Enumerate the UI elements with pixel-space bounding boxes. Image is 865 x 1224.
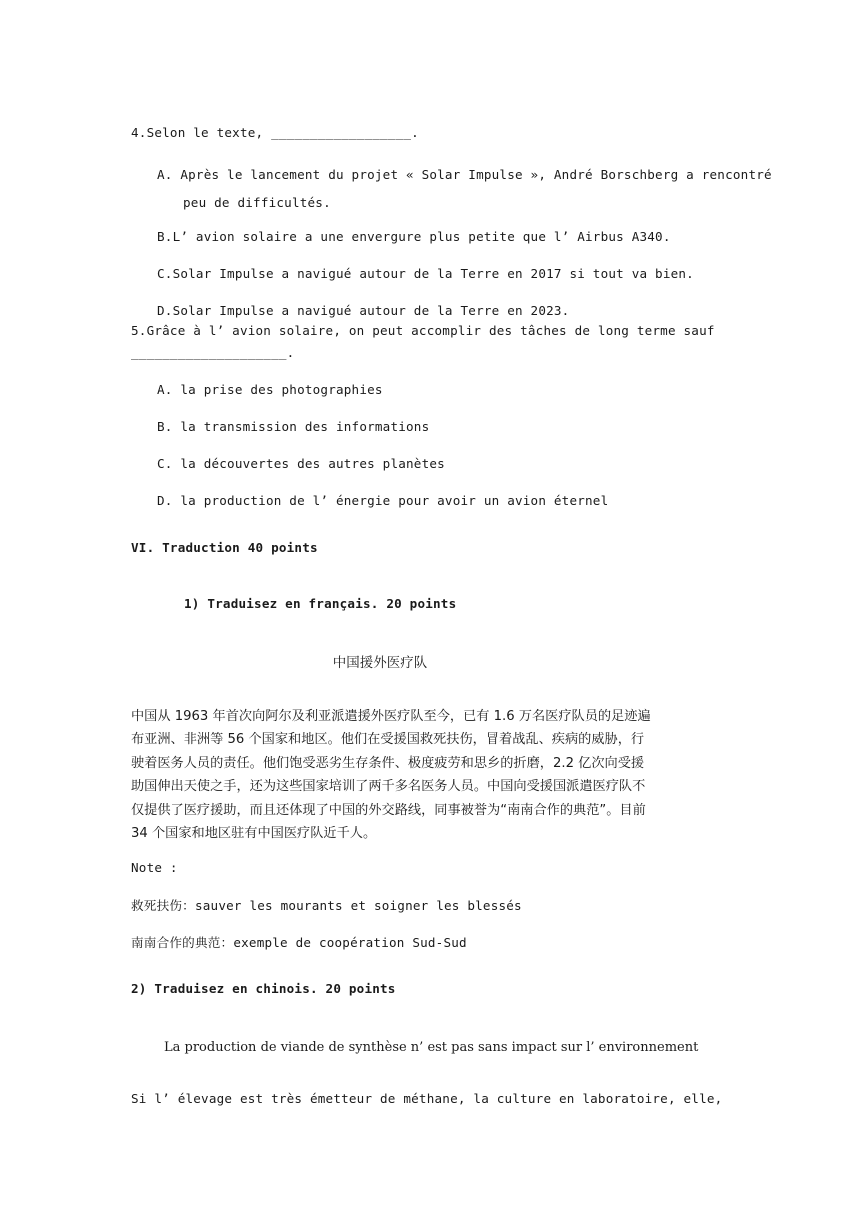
question-5-option-b: B. la transmission des informations [157, 419, 430, 434]
note-2: 南南合作的典范：exemple de coopération Sud-Sud [131, 935, 467, 950]
passage-line: 驶着医务人员的责任。他们饱受恶劣生存条件、极度疲劳和思乡的折磨，2.2 亿次向受援 [131, 755, 645, 771]
question-4-option-c: C.Solar Impulse a navigué autour de la Terre en 2017 si tout va bien. [157, 266, 694, 281]
question-4-stem: 4.Selon le texte, __________________. [131, 125, 419, 140]
part-2-heading: 2) Traduisez en chinois. 20 points [131, 981, 396, 996]
note-1: 救死扶伤：sauver les mourants et soigner les blessés [131, 898, 522, 913]
question-4-option-a-cont: peu de difficultés. [183, 195, 331, 210]
passage-line: 仅提供了医疗援助，而且还体现了中国的外交路线，同事被誉为“南南合作的典范”。目前 [131, 802, 646, 818]
part-1-heading: 1) Traduisez en français. 20 points [184, 596, 457, 611]
part-1-title: 中国援外医疗队 [332, 655, 428, 671]
question-5-option-d: D. la production de l’ énergie pour avoir un avion éternel [157, 493, 609, 508]
question-5-stem: 5.Grâce à l’ avion solaire, on peut accomplir des tâches de long terme sauf [131, 323, 715, 338]
part-1-passage [131, 705, 741, 845]
part-2-first-line: Si l’ élevage est très émetteur de méthane, la culture en laboratoire, elle, [131, 1091, 723, 1106]
section-heading: VI. Traduction 40 points [131, 540, 318, 555]
question-4-option-b: B.L’ avion solaire a une envergure plus petite que l’ Airbus A340. [157, 229, 671, 244]
question-4-option-a: A. Après le lancement du projet « Solar Impulse », André Borschberg a rencontré [157, 167, 772, 182]
passage-line: 布亚洲、非洲等 56 个国家和地区。他们在受援国救死扶伤，冒着战乱、疾病的威胁，行 [131, 732, 645, 748]
question-5-option-a: A. la prise des photographies [157, 382, 383, 397]
question-4-option-d: D.Solar Impulse a navigué autour de la Terre en 2023. [157, 303, 570, 318]
note-label: Note : [131, 860, 178, 875]
part-2-title: La production de viande de synthèse n’ est pas sans impact sur l’ environnement [164, 1040, 699, 1055]
passage-line: 助国伸出天使之手，还为这些国家培训了两千多名医务人员。中国向受援国派遣医疗队不 [131, 779, 646, 795]
question-5-blank: ____________________. [131, 345, 295, 360]
passage-line: 34 个国家和地区驻有中国医疗队近千人。 [131, 826, 377, 842]
passage-line: 中国从 1963 年首次向阿尔及利亚派遣援外医疗队至今，已有 1.6 万名医疗队员的足迹遍 [131, 709, 651, 724]
question-5-option-c: C. la découvertes des autres planètes [157, 456, 445, 471]
